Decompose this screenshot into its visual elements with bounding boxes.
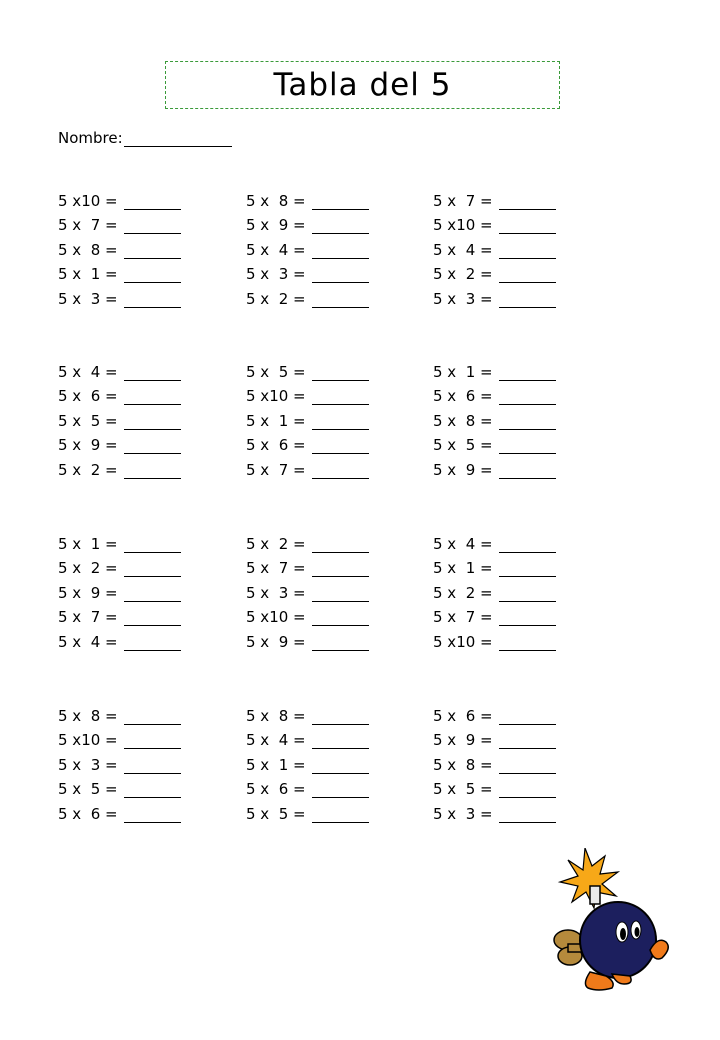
exercise-expression: 5 x10 = (433, 632, 493, 651)
answer-blank[interactable] (312, 587, 369, 602)
exercise-row (246, 749, 416, 774)
exercise-row (58, 210, 228, 235)
exercise-expression: 5 x 5 = (246, 804, 306, 823)
exercise-row (58, 185, 228, 210)
exercise-row (246, 210, 416, 235)
exercise-column (58, 185, 228, 308)
answer-blank[interactable] (312, 366, 369, 381)
exercise-row (58, 259, 228, 284)
answer-blank[interactable] (312, 734, 369, 749)
exercise-row (58, 234, 228, 259)
exercise-expression: 5 x 7 = (246, 460, 306, 479)
exercise-expression: 5 x 9 = (433, 731, 493, 750)
exercise-row (58, 381, 228, 406)
answer-blank[interactable] (312, 268, 369, 283)
exercise-row (433, 234, 603, 259)
page-title: Tabla del 5 (273, 67, 452, 103)
exercise-row (433, 602, 603, 627)
exercise-row (433, 405, 603, 430)
answer-blank[interactable] (124, 636, 181, 651)
exercise-column (58, 528, 228, 651)
answer-blank[interactable] (124, 808, 181, 823)
answer-blank[interactable] (312, 415, 369, 430)
answer-blank[interactable] (499, 734, 556, 749)
exercise-row (433, 798, 603, 823)
exercise-expression: 5 x 8 = (58, 240, 118, 259)
exercise-expression: 5 x 8 = (246, 191, 306, 210)
name-label: Nombre: (58, 129, 123, 147)
exercise-expression: 5 x 7 = (433, 608, 493, 627)
exercise-expression: 5 x 2 = (433, 583, 493, 602)
exercise-row (433, 749, 603, 774)
answer-blank[interactable] (312, 195, 369, 210)
exercise-row (433, 774, 603, 799)
exercise-expression: 5 x10 = (246, 608, 306, 627)
exercise-row (433, 577, 603, 602)
exercise-expression: 5 x 1 = (58, 534, 118, 553)
exercise-expression: 5 x 3 = (433, 804, 493, 823)
exercise-row (433, 528, 603, 553)
answer-blank[interactable] (312, 244, 369, 259)
exercise-row (433, 259, 603, 284)
exercise-row (433, 700, 603, 725)
exercise-expression: 5 x10 = (58, 191, 118, 210)
exercise-row (433, 454, 603, 479)
answer-blank[interactable] (124, 219, 181, 234)
answer-blank[interactable] (124, 562, 181, 577)
answer-blank[interactable] (499, 710, 556, 725)
answer-blank[interactable] (124, 366, 181, 381)
exercise-row (58, 454, 228, 479)
exercise-expression: 5 x 6 = (433, 387, 493, 406)
exercise-expression: 5 x 8 = (433, 755, 493, 774)
answer-blank[interactable] (124, 783, 181, 798)
answer-blank[interactable] (499, 783, 556, 798)
answer-blank[interactable] (499, 562, 556, 577)
answer-blank[interactable] (312, 390, 369, 405)
exercise-row (433, 356, 603, 381)
exercise-row (433, 381, 603, 406)
exercise-expression: 5 x 4 = (58, 362, 118, 381)
exercise-expression: 5 x 6 = (246, 436, 306, 455)
answer-blank[interactable] (124, 195, 181, 210)
answer-blank[interactable] (499, 611, 556, 626)
exercise-expression: 5 x 3 = (433, 289, 493, 308)
exercise-expression: 5 x 1 = (58, 265, 118, 284)
exercise-column (246, 356, 416, 479)
exercise-row (246, 798, 416, 823)
exercise-expression: 5 x 6 = (58, 804, 118, 823)
exercise-expression: 5 x 7 = (58, 216, 118, 235)
exercise-expression: 5 x 7 = (58, 608, 118, 627)
answer-blank[interactable] (499, 587, 556, 602)
exercise-row (58, 602, 228, 627)
exercise-expression: 5 x 2 = (58, 559, 118, 578)
exercise-row (58, 430, 228, 455)
answer-blank[interactable] (312, 562, 369, 577)
exercise-expression: 5 x 3 = (246, 265, 306, 284)
exercise-row (246, 283, 416, 308)
answer-blank[interactable] (499, 366, 556, 381)
exercise-expression: 5 x 8 = (246, 706, 306, 725)
answer-blank[interactable] (312, 219, 369, 234)
answer-blank[interactable] (499, 808, 556, 823)
exercise-expression: 5 x 1 = (246, 411, 306, 430)
exercise-expression: 5 x 6 = (58, 387, 118, 406)
answer-blank[interactable] (499, 268, 556, 283)
answer-blank[interactable] (124, 293, 181, 308)
exercise-row (246, 774, 416, 799)
exercise-row (246, 405, 416, 430)
exercise-expression: 5 x10 = (246, 387, 306, 406)
exercise-expression: 5 x 3 = (246, 583, 306, 602)
exercise-row (246, 259, 416, 284)
answer-blank[interactable] (124, 464, 181, 479)
name-field[interactable] (124, 130, 232, 147)
exercise-column (246, 528, 416, 651)
answer-blank[interactable] (124, 611, 181, 626)
answer-blank[interactable] (312, 783, 369, 798)
name-row (58, 129, 232, 147)
exercise-column (433, 700, 603, 823)
exercise-expression: 5 x 5 = (58, 411, 118, 430)
answer-blank[interactable] (499, 293, 556, 308)
exercise-expression: 5 x 2 = (58, 460, 118, 479)
exercise-row (58, 749, 228, 774)
answer-blank[interactable] (124, 587, 181, 602)
exercise-column (433, 185, 603, 308)
exercise-column (433, 356, 603, 479)
answer-blank[interactable] (312, 636, 369, 651)
exercise-row (58, 553, 228, 578)
exercise-expression: 5 x 3 = (58, 755, 118, 774)
exercise-expression: 5 x 7 = (246, 559, 306, 578)
exercise-expression: 5 x 6 = (246, 780, 306, 799)
exercise-row (246, 626, 416, 651)
exercise-row (246, 234, 416, 259)
exercise-row (433, 725, 603, 750)
exercise-row (433, 185, 603, 210)
exercise-row (58, 626, 228, 651)
exercise-row (58, 725, 228, 750)
exercise-row (58, 528, 228, 553)
exercise-expression: 5 x 4 = (246, 731, 306, 750)
exercise-expression: 5 x 9 = (246, 632, 306, 651)
exercise-row (58, 283, 228, 308)
answer-blank[interactable] (499, 390, 556, 405)
exercise-expression: 5 x 1 = (433, 559, 493, 578)
exercise-expression: 5 x 8 = (58, 706, 118, 725)
exercise-row (246, 602, 416, 627)
answer-blank[interactable] (499, 195, 556, 210)
exercise-expression: 5 x 7 = (433, 191, 493, 210)
exercise-column (58, 700, 228, 823)
answer-blank[interactable] (312, 293, 369, 308)
answer-blank[interactable] (312, 439, 369, 454)
answer-blank[interactable] (124, 390, 181, 405)
answer-blank[interactable] (312, 710, 369, 725)
answer-blank[interactable] (124, 268, 181, 283)
answer-blank[interactable] (499, 439, 556, 454)
title-box (165, 61, 560, 109)
exercise-expression: 5 x 9 = (58, 583, 118, 602)
exercise-expression: 5 x 1 = (246, 755, 306, 774)
exercise-row (246, 381, 416, 406)
exercise-expression: 5 x 2 = (246, 534, 306, 553)
answer-blank[interactable] (499, 759, 556, 774)
exercise-column (246, 185, 416, 308)
exercise-row (246, 528, 416, 553)
exercise-expression: 5 x 4 = (433, 240, 493, 259)
exercise-expression: 5 x 5 = (58, 780, 118, 799)
exercise-expression: 5 x 9 = (58, 436, 118, 455)
exercise-expression: 5 x 5 = (433, 780, 493, 799)
exercise-expression: 5 x 1 = (433, 362, 493, 381)
exercise-expression: 5 x 5 = (433, 436, 493, 455)
exercise-row (246, 725, 416, 750)
exercise-expression: 5 x 8 = (433, 411, 493, 430)
exercise-row (246, 356, 416, 381)
exercise-expression: 5 x 4 = (433, 534, 493, 553)
exercise-column (433, 528, 603, 651)
answer-blank[interactable] (499, 219, 556, 234)
answer-blank[interactable] (124, 734, 181, 749)
answer-blank[interactable] (124, 244, 181, 259)
answer-blank[interactable] (124, 439, 181, 454)
answer-blank[interactable] (499, 636, 556, 651)
exercise-expression: 5 x 2 = (433, 265, 493, 284)
exercise-row (246, 430, 416, 455)
exercise-expression: 5 x 2 = (246, 289, 306, 308)
exercise-row (433, 553, 603, 578)
exercise-row (58, 405, 228, 430)
answer-blank[interactable] (312, 808, 369, 823)
bomb-character-icon (550, 848, 675, 993)
answer-blank[interactable] (499, 538, 556, 553)
answer-blank[interactable] (124, 710, 181, 725)
exercise-row (433, 210, 603, 235)
exercise-expression: 5 x10 = (433, 216, 493, 235)
exercise-row (246, 577, 416, 602)
answer-blank[interactable] (124, 538, 181, 553)
answer-blank[interactable] (312, 464, 369, 479)
exercise-row (433, 283, 603, 308)
exercise-expression: 5 x 3 = (58, 289, 118, 308)
exercise-row (58, 798, 228, 823)
answer-blank[interactable] (124, 759, 181, 774)
exercise-expression: 5 x 4 = (58, 632, 118, 651)
exercise-row (433, 626, 603, 651)
exercise-row (58, 577, 228, 602)
exercise-row (246, 553, 416, 578)
exercise-expression: 5 x 9 = (433, 460, 493, 479)
exercise-expression: 5 x 4 = (246, 240, 306, 259)
answer-blank[interactable] (499, 415, 556, 430)
exercise-row (433, 430, 603, 455)
exercise-row (58, 774, 228, 799)
exercise-row (246, 700, 416, 725)
answer-blank[interactable] (312, 611, 369, 626)
exercise-expression: 5 x 6 = (433, 706, 493, 725)
exercise-row (58, 356, 228, 381)
answer-blank[interactable] (499, 464, 556, 479)
answer-blank[interactable] (124, 415, 181, 430)
exercise-expression: 5 x 9 = (246, 216, 306, 235)
answer-blank[interactable] (312, 538, 369, 553)
exercise-expression: 5 x 5 = (246, 362, 306, 381)
exercise-expression: 5 x10 = (58, 731, 118, 750)
exercise-column (58, 356, 228, 479)
exercise-row (246, 185, 416, 210)
exercise-row (58, 700, 228, 725)
exercise-row (246, 454, 416, 479)
exercise-column (246, 700, 416, 823)
answer-blank[interactable] (499, 244, 556, 259)
answer-blank[interactable] (312, 759, 369, 774)
